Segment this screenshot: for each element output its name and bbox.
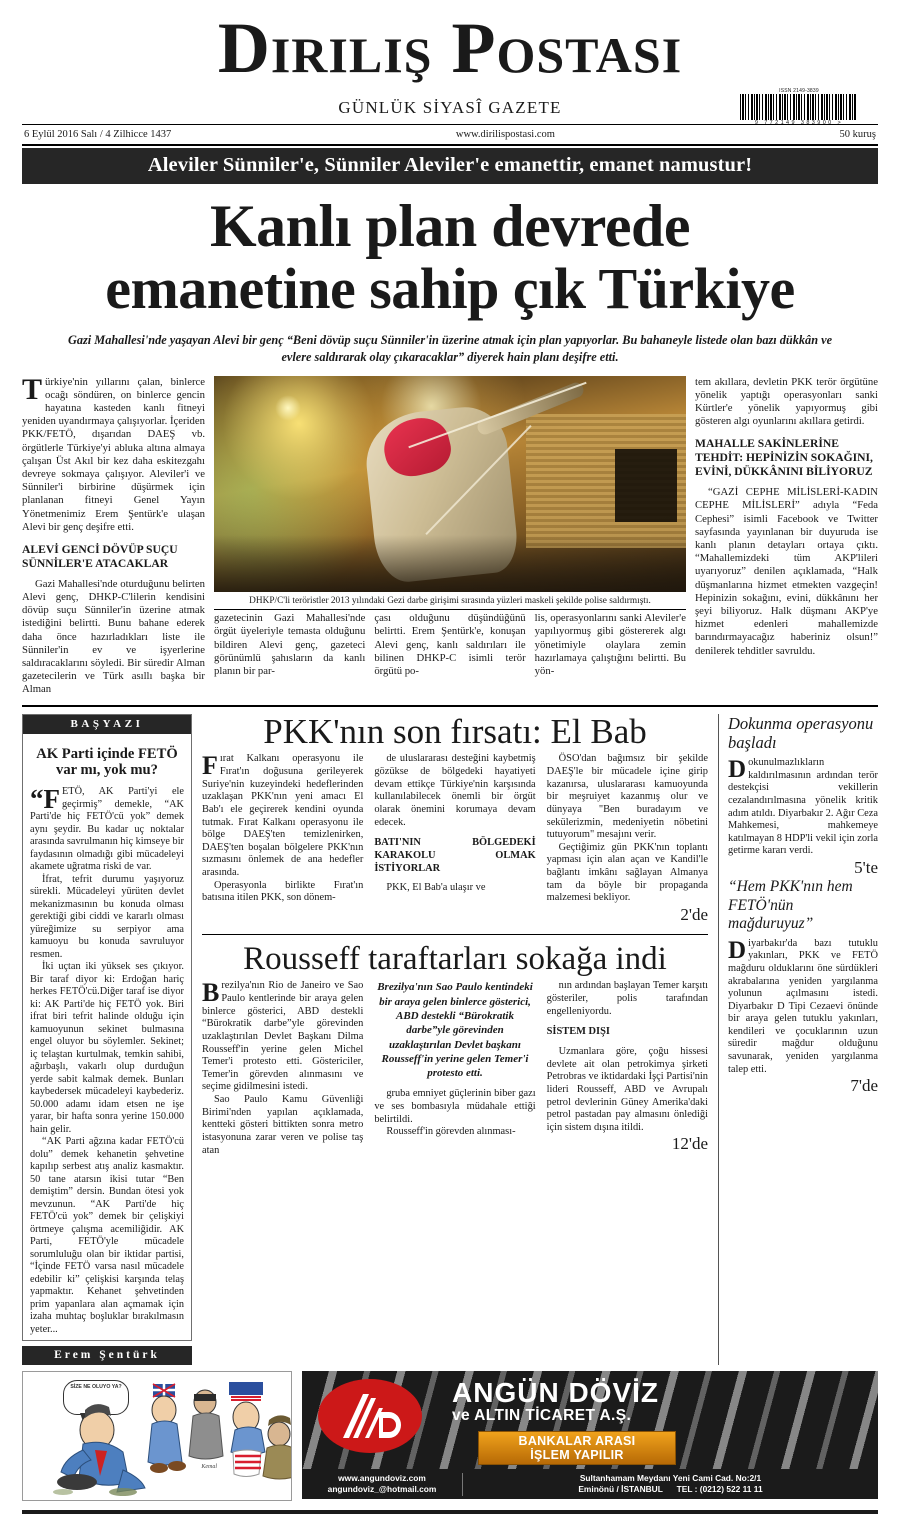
headline-standfirst: Gazi Mahallesi'nde yaşayan Alevi bir genç “Beni dövüp suçu Sünniler'in üzerine atmak için plan yapıyorlar. Bu bahaneyle listede olan bazı dükkân ve evlere saldırarak olay çıkaracaklar” diyerek hain planı deşifre etti. xyxy=(67,333,833,364)
editorial-p2: İfrat, tefrit durumu yaşıyoruz sürekli. Mücadeleyi yürüten devlet mekanizmasının bu konuda olması gerektiği gibi ciddi ve kararlı olması yüreğimize su serpiyor ama kamuoyu bu konuda savruluyor resmen. xyxy=(30,873,184,960)
bottom-row xyxy=(22,1371,878,1501)
lead-left-text xyxy=(22,372,205,697)
article-pkk-c3-p2: Geçtiğimiz gün PKK'nın toplantı yapması için alan açan ve Kandil'le bağlantı imkânı sağlayan Almanya tam da böyle bir propaganda malzemesi bekliyor. xyxy=(546,841,708,904)
website-url[interactable]: www.dirilispostasi.com xyxy=(455,129,555,141)
article-rousseff[interactable] xyxy=(202,940,708,1158)
ad-logo xyxy=(318,1379,422,1453)
article-rousseff-c1-p2: Sao Paulo Kamu Güvenliği Birimi'nden yapılan açıklamada, kentteki gösteri bittikten sonra metro istasyonuna zarar veren ve polise taş atan xyxy=(202,1094,364,1156)
right-rail xyxy=(718,714,878,1366)
lead-right-text xyxy=(695,376,878,658)
masthead xyxy=(22,0,878,126)
article-pkk-subhead: BATI'NIN BÖLGEDEKİ KARAKOLU OLMAK İSTİYORLAR xyxy=(374,837,536,874)
editorial-inner xyxy=(23,734,191,1341)
article-pkk-c1-p2: Operasyonla birlikte Fırat'ın batısına itilen PKK, son dönem- xyxy=(202,879,364,904)
photo-streetlamp xyxy=(275,395,301,421)
lead-under-col-3-text: lis, operasyonlarını sanki Aleviler'e yapılıyormuş gibi göstererek algı yönetimiyle olaylara zemin hazırlamaya çalıştığını belirtti. Bu yön- xyxy=(534,612,686,677)
publication-date: 6 Eylül 2016 Salı / 4 Zilhicce 1437 xyxy=(24,129,172,141)
newspaper-title: Diriliş Postası xyxy=(217,8,683,88)
right-story-1[interactable] xyxy=(728,714,878,879)
issn-text: ISSN 2149-3839 xyxy=(779,88,819,94)
article-pkk-title[interactable]: PKK'nın son fırsatı: El Bab xyxy=(263,711,647,751)
article-rousseff-col-2 xyxy=(374,980,535,1157)
advertisement-angun-doviz[interactable] xyxy=(302,1371,878,1499)
article-pkk-c2-p1: de uluslararası desteğini kaybetmiş gözükse de bölgedeki hayatiyeti devam ettikçe Türkiye'nin karşısında kullanılabilecek önemli bir örgüt olarak önemini korumaya devam edecek. xyxy=(374,753,536,828)
lead-center-column xyxy=(214,376,686,697)
editorial-body xyxy=(30,786,184,1336)
lead-left-subhead: ALEVİ GENCİ DÖVÜP SUÇU SÜNNİLER'E ATACAKLAR xyxy=(22,543,178,570)
ad-contact-address xyxy=(462,1473,878,1496)
article-pkk-col-1 xyxy=(202,753,363,925)
masthead-subtitle: GÜNLÜK SİYASÎ GAZETE xyxy=(338,98,562,118)
lead-left-p2: Gazi Mahallesi'nde oturduğunu belirten Alevi genç, DHKP-C'lilerin kendisini dövüp suçu Sünniler'in üzerine atmak istediğini belirtti. Bunu bahane ederek daha önce hazırladıkları liste ile Sünniler'in ev ve işyerlerine saldıracaklarını söyledi. Bir süredir Alman gazetecilerin ve Türk asıllı başka bir Alman xyxy=(22,577,205,696)
right-story-1-page-ref[interactable]: 5'te xyxy=(854,857,878,877)
lead-right-subhead: MAHALLE SAKİNLERİNE TEHDİT: HEPİNİZİN SOKAĞINI, EVİNİ, DÜKKÂNINI BİLİYORUZ xyxy=(695,437,873,479)
lead-right-p1: tem akıllara, devletin PKK terör örgütüne yönelik yaptığı operasyonları sanki Kürtler'e yönelik yapıyormuş gibi gösteren algı oyunlarını akıllara getirdi. xyxy=(695,375,878,428)
page-footer-rule xyxy=(22,1510,878,1514)
ad-email[interactable]: angundoviz_@hotmail.com xyxy=(327,1484,437,1495)
lead-right-column xyxy=(695,376,878,697)
lead-under-col-1 xyxy=(214,612,365,678)
lead-photo-caption: DHKP/C'li teröristler 2013 yılındaki Gezi darbe girişimi sırasında yüzleri maskeli şekilde polise saldırmıştı. xyxy=(214,592,686,611)
dateline-bar xyxy=(22,125,878,144)
right-story-1-body xyxy=(728,757,878,878)
article-pkk[interactable] xyxy=(202,711,708,926)
right-story-2-title[interactable]: “Hem PKK'nın hem FETÖ'nün mağduruyuz” xyxy=(728,878,853,932)
article-rousseff-pullquote: Brezilya'nın Sao Paulo kentindeki bir araya gelen binlerce gösterici, ABD destekli “Bürokratik darbe”yle görevinden uzaklaştırılan Devlet başkanı Rousseff'in yerine gelen Temer'i protesto etti. xyxy=(377,981,533,1080)
editorial-p4: “AK Parti ağzına kadar FETÖ'cü dolu” demek kehanetin şehvetine kapılıp serbest atış analiz kasmaktır. 50 tane atarsın ikisi tutar “Ben demiştim” dersin. Bundan ötesi yok mevzunun. “AK Parti'de hiç FETÖ'cü yok” demek bir çelişkiyi örtmeye çalışma acemiliğidir. AK Parti, FETÖ'yle mücadele sorumluluğu olan bir iktidar partisi, “İçinde FETÖ varsa nasıl mücadele edebilir ki” çelişkisi karşında telaş yapmaktır. Kehanet şehvetinden prim yapanlara alan açmamak için izaha muhtaç boşluklar bırakılmasın yeter... xyxy=(30,1136,184,1335)
photo-doorway xyxy=(615,449,676,522)
editorial-title-line-2: var mı, yok mu? xyxy=(56,762,158,779)
right-story-2-body xyxy=(728,938,878,1097)
right-story-2-text: Diyarbakır'da bazı tutuklu yakınları, PKK ve FETÖ mağduru olduklarını öne sürdükleri akrabalarına yeniden yargılanma yolunun açılmasını istedi. Diyarbakır D Tipi Cezaevi önünde bir araya gelen tutuklu yakınları, kendileri ve çocuklarının uzun süredir mağdur olduğunu savunarak, yeniden yargılanma talep etti. xyxy=(728,936,878,1075)
barcode-block xyxy=(740,88,858,126)
ad-website[interactable]: www.angundoviz.com xyxy=(338,1472,426,1483)
lower-section xyxy=(22,711,878,1366)
article-rousseff-c3-p2: Uzmanlara göre, çoğu hissesi devlete ait olan petrokimya şirketi Petrobras ve iktidardaki İşçi Partisi'nin lideri Rousseff, ABD ve Avrupalı petrol devlerinin Güney Amerika'daki petrol pastadan pay almasını önlediği için sistem dışına itildi. xyxy=(546,1045,708,1133)
article-pkk-page-ref[interactable]: 2'de xyxy=(680,905,708,925)
right-story-1-text: Dokunulmazlıkların kaldırılmasının ardından terör destekçisi vekillerin cezalandırılmasına yönelik kritik adım atıldı. Diyarbakır 2. Ağır Ceza Mahkemesi, mahkemeye katılmayan 8 HDP'li vekil için zorla getirme kararı verdi. xyxy=(728,756,878,857)
ad-address-line-1: Sultanhamam Meydanı Yeni Cami Cad. No:2/1 xyxy=(579,1472,762,1483)
ad-contact-web[interactable] xyxy=(302,1473,462,1496)
editorial-box xyxy=(22,714,192,1342)
lead-story-columns xyxy=(22,372,878,697)
article-pkk-c1-p1: Fırat Kalkanı operasyonu ile Fırat'ın doğusuna gerileyerek Suriye'nin kuzeyindeki hedeflerinden uzaklaşan PKK'nın yeni amacı El Bab'ı ele geçirerek kendini oyunda tutmak. Fırat Kalkanı operasyonu ile bölge DAEŞ'ten temizlenirken, DAEŞ'ten boşalan bölgelere PKK'nın sızmasını önlemek de ana hedefler arasında. xyxy=(202,751,364,879)
price-label: 50 kuruş xyxy=(839,129,876,141)
ad-footer xyxy=(302,1469,878,1499)
ad-ribbon-line-1: BANKALAR ARASI xyxy=(518,1434,636,1449)
article-pkk-c2-p2: PKK, El Bab'a ulaşır ve xyxy=(386,882,486,894)
lead-left-column xyxy=(22,372,205,697)
article-rousseff-c2-p1: gruba emniyet güçlerinin biber gazı ve ses bombasıyla müdahale ettiği belirtildi. xyxy=(374,1088,536,1125)
article-divider xyxy=(202,934,708,935)
article-rousseff-col-1 xyxy=(202,980,363,1157)
ad-logo-icon xyxy=(339,1392,401,1440)
lead-under-col-2 xyxy=(374,612,525,678)
article-pkk-c3-p1: ÖSO'dan bağımsız bir şekilde DAEŞ'le bir mücadele içine girip kazanırsa, uluslararası kamuoyunda bir meşruiyet kazanmış olur ve dünyaya "Ben buradayım ve sekülerizmin, medeniyetin nöbetini tutuyorum" mesajını verir. xyxy=(546,753,708,841)
editorial-p1: “FETÖ, AK Parti'yi ele geçirmiş” demekle, “AK Parti'de hiç FETÖ'cü yok” demek aynı şeydir. Bu kadar uç noktalar arasında savrulmanın hiç kimseye bir faydasının olmadığı gibi mücadeleyi akamete uğratma riski de var. xyxy=(30,784,184,873)
article-rousseff-columns xyxy=(202,980,708,1157)
article-pkk-col-2 xyxy=(374,753,535,925)
photo-street xyxy=(214,535,686,591)
lead-photo-protester xyxy=(214,376,686,592)
lead-under-col-2-text: çası olduğunu düşündüğünü belirtti. Erem Şentürk'e, konuşan Alevi genç, kanlı saldırıları ile bilinen DHKP-C isimli terör örgütü po- xyxy=(374,612,526,677)
article-rousseff-c1-p1: Brezilya'nın Rio de Janeiro ve Sao Paulo kentlerinde bir araya gelen binlerce gösterici, ABD destekli “Bürokratik darbe”yle görevinden uzaklaştırılan Devlet Başkanı Dilma Rousseff'in yerine gelen Michel Temer'i protesto etti. Göstericiler, Temer'in görevden alınmasını ve seçime gidilmesini istedi. xyxy=(202,978,364,1093)
lead-left-p1: Türkiye'nin yıllarını çalan, binlerce ocağı söndüren, on binlerce gencin hayatına kasteden kanlı fitneyi yeniden uyandırmaya çalışıyorlar. İçeriden PKK/FETÖ, dışarıdan DAEŞ vb. örgütlerle Türkiye'yi abluka altına almaya çalışan Üst Akıl bir kez daha eskitezgahı devreye sokmaya çalışıyor. Aleviler'i ve Sünniler'i birbirine düşürmek için planlanan fitneyi Genel Yayın Yönetmenimiz Erem Şentürk'e ulaşan Alevi bir genç deşifre etti. xyxy=(22,372,205,533)
editorial-author: Erem Şentürk xyxy=(22,1346,192,1365)
article-rousseff-c3-p1: nın ardından başlayan Temer karşıtı gösteriler, polis tarafından engelleniyordu. xyxy=(546,980,708,1017)
editorial-title-line-1: AK Parti içinde FETÖ xyxy=(36,745,178,762)
ad-ribbon-badge xyxy=(478,1431,676,1465)
article-rousseff-col-3 xyxy=(547,980,708,1157)
editorial-cartoon xyxy=(22,1371,292,1501)
article-rousseff-c2-p2: Rousseff'in görevden alınması- xyxy=(386,1126,516,1138)
lead-under-photo-columns xyxy=(214,612,686,678)
lead-under-col-1-text: gazetecinin Gazi Mahallesi'nde örgüt üyeleriyle temasta olduğunu bildiren Alevi genç, gazeteci görünümlü şahısların da kanlı planın bir par- xyxy=(214,612,366,677)
lower-middle-column xyxy=(202,711,708,1366)
article-rousseff-title[interactable]: Rousseff taraftarları sokağa indi xyxy=(243,940,667,977)
ad-address-city: Eminönü / İSTANBUL xyxy=(578,1484,663,1495)
ad-ribbon-line-2: İŞLEM YAPILIR xyxy=(530,1448,624,1463)
ad-address-line-2 xyxy=(463,1484,878,1495)
article-rousseff-subhead: SİSTEM DIŞI xyxy=(546,1026,610,1038)
barcode-icon xyxy=(740,94,856,120)
article-pkk-columns xyxy=(202,753,708,925)
editorial-title[interactable] xyxy=(30,746,184,780)
dateline-divider xyxy=(22,144,878,146)
article-rousseff-page-ref[interactable]: 12'de xyxy=(671,1134,708,1154)
editorial-column[interactable] xyxy=(22,714,192,1366)
right-story-1-title[interactable]: Dokunma operasyonu başladı xyxy=(728,713,874,752)
lead-right-p2: “GAZİ CEPHE MİLİSLERİ-KADIN CEPHE MİLİSLERİ” adıyla “Feda Cephesi” isimli Facebook ve Twitter sayfasında yayınlanan bir duyuruda ise kanlı planın detayları ortaya çıktı. “Mahallemizdeki tüm AKP'lileri uyarıyoruz” denilen açıklamada, “Halk düşmanlarına hizmet etmekten vazgeçin! Hepinizin sokağını, evini, dükkânını her şeyi biliyoruz. Halk düşmanı AKP'ye hizmet edenleri mahallemizde barındırmayacağız haberiniz olsun!” denilerek tehditler savruldu. xyxy=(695,486,878,657)
cartoon-artwork xyxy=(23,1372,291,1500)
ad-phone: TEL : (0212) 522 11 11 xyxy=(676,1484,763,1495)
top-banner-slogan: Aleviler Sünniler'e, Sünniler Aleviler'e emanettir, emanet namustur! xyxy=(22,148,878,184)
editorial-p3: İki uçtan iki yüksek ses çıkıyor. Bir taraf diyor ki: Erdoğan hariç herkes FETÖ'cü.Diğer taraf ise diyor ki: AK Parti'de hiç FETÖ yok. Biri ifrat biri tefrit halinde olduğu için kamuoyunun sekinet bulmasına engel oluyor bu söylemler. Sekinet; iç telaştan kurtulmak, temkin sahibi, ağırbaşlı, vakarlı olup durduğun yerde sabit kalmak demek. Bunları kaybedersek mücadeleyi kaybederiz. 50.000 adamı idam etsen ne işe yarar, bir hafta sonra yerine 150.000 hain gelir. xyxy=(30,961,184,1135)
headline-line-2: emanetine sahip çık Türkiye xyxy=(105,256,795,322)
cartoon-speech-bubble: SİZE NE OLUYO YA? xyxy=(63,1380,129,1415)
article-pkk-col-3 xyxy=(547,753,708,925)
right-story-2[interactable] xyxy=(728,878,878,1096)
editorial-kicker: BAŞYAZI xyxy=(23,715,191,734)
barcode-digits: 9 772149 383900 > xyxy=(754,120,844,126)
lead-under-col-3 xyxy=(535,612,686,678)
section-divider xyxy=(22,705,878,707)
ad-subtitle: ve ALTIN TİCARET A.Ş. xyxy=(452,1407,632,1425)
headline-line-1: Kanlı plan devrede xyxy=(210,193,690,260)
cartoonist-signature: Kemal xyxy=(201,1464,217,1471)
ad-title: ANGÜN DÖVİZ xyxy=(452,1377,659,1409)
right-story-2-page-ref[interactable]: 7'de xyxy=(850,1076,878,1096)
main-headline xyxy=(22,193,878,322)
